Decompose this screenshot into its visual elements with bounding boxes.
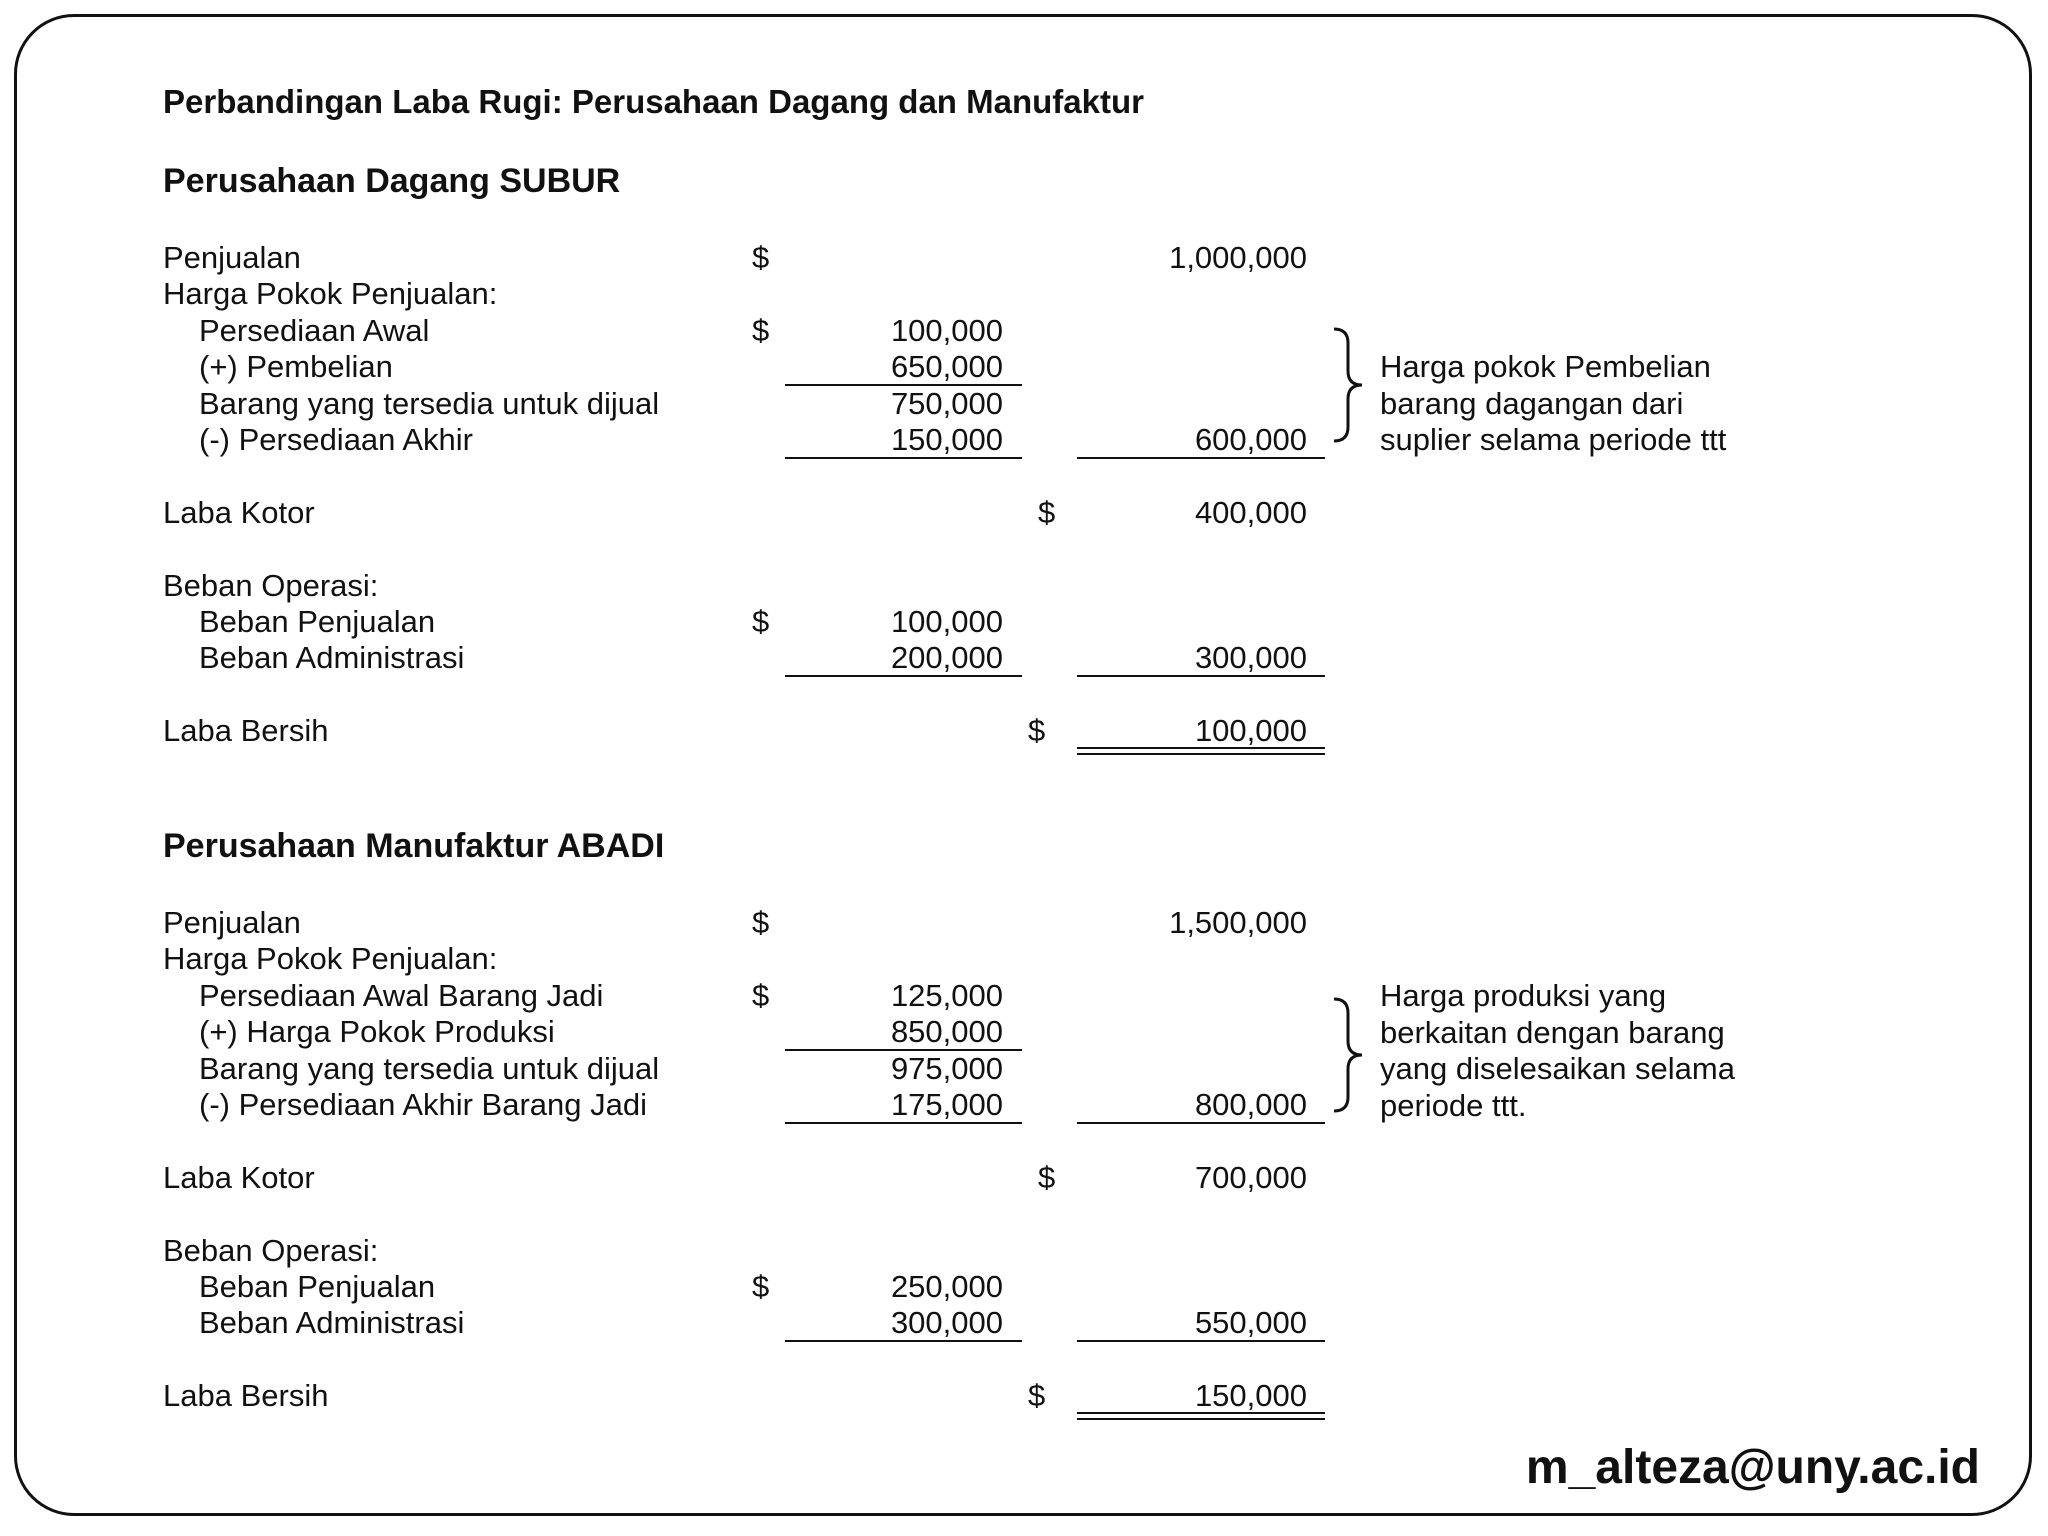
manufaktur-beban-line-1 [785, 1340, 1022, 1342]
dagang-laba-bersih-value: 100,000 [1194, 713, 1307, 748]
dagang-beban-operasi-label: Beban Operasi: [163, 568, 379, 603]
dagang-persediaan-awal-currency: $ [752, 313, 770, 348]
dagang-beban-penjualan-value: 100,000 [890, 604, 1003, 639]
dagang-beban-penjualan-label: Beban Penjualan [199, 604, 436, 639]
dagang-heading: Perusahaan Dagang SUBUR [163, 162, 621, 200]
manufaktur-beban-penjualan-label: Beban Penjualan [199, 1269, 436, 1304]
dagang-tersedia-label: Barang yang tersedia untuk dijual [199, 386, 660, 421]
manufaktur-beban-penjualan-value: 250,000 [890, 1269, 1003, 1304]
manufaktur-tersedia-label: Barang yang tersedia untuk dijual [199, 1051, 660, 1086]
manufaktur-hpp-line-2 [1077, 1122, 1325, 1124]
manufaktur-produksi-value: 850,000 [890, 1014, 1003, 1049]
dagang-beban-line-2 [1077, 675, 1325, 677]
manufaktur-penjualan-value: 1,500,000 [1169, 905, 1307, 940]
dagang-laba-bersih-label: Laba Bersih [163, 713, 329, 748]
dagang-beban-total: 300,000 [1194, 640, 1307, 675]
manufaktur-brace-icon [1330, 995, 1370, 1115]
dagang-pembelian-value: 650,000 [890, 349, 1003, 384]
dagang-hpp-label: Harga Pokok Penjualan: [163, 276, 498, 311]
dagang-beban-admin-value: 200,000 [890, 640, 1003, 675]
dagang-beban-line-1 [785, 675, 1022, 677]
manufaktur-laba-bersih-currency: $ [1028, 1378, 1046, 1413]
dagang-beban-admin-label: Beban Administrasi [199, 640, 465, 675]
manufaktur-persediaan-akhir-value: 175,000 [890, 1087, 1003, 1122]
manufaktur-note-line: yang diselesaikan selama [1380, 1051, 1735, 1086]
manufaktur-beban-admin-label: Beban Administrasi [199, 1305, 465, 1340]
manufaktur-persediaan-awal-currency: $ [752, 978, 770, 1013]
manufaktur-persediaan-awal-label: Persediaan Awal Barang Jadi [199, 978, 604, 1013]
dagang-laba-kotor-value: 400,000 [1194, 495, 1307, 530]
dagang-persediaan-akhir-value: 150,000 [890, 422, 1003, 457]
dagang-note-line: barang dagangan dari [1380, 385, 1684, 421]
manufaktur-produksi-label: (+) Harga Pokok Produksi [199, 1014, 555, 1049]
manufaktur-laba-kotor-currency: $ [1038, 1160, 1056, 1195]
dagang-hpp-line-1 [785, 457, 1022, 459]
dagang-brace-icon [1330, 325, 1370, 445]
manufaktur-laba-bersih-value: 150,000 [1194, 1378, 1307, 1413]
dagang-penjualan-label: Penjualan [163, 240, 301, 275]
dagang-note-line: suplier selama periode ttt [1380, 422, 1727, 457]
manufaktur-beban-operasi-label: Beban Operasi: [163, 1233, 379, 1268]
manufaktur-laba-kotor-value: 700,000 [1194, 1160, 1307, 1195]
manufaktur-penjualan-currency: $ [752, 905, 770, 940]
dagang-laba-kotor-label: Laba Kotor [163, 495, 315, 530]
manufaktur-beban-penjualan-currency: $ [752, 1269, 770, 1304]
dagang-hpp-line-2 [1077, 457, 1325, 459]
manufaktur-beban-admin-value: 300,000 [890, 1305, 1003, 1340]
manufaktur-beban-line-2 [1077, 1340, 1325, 1342]
manufaktur-note [1380, 978, 1735, 1124]
dagang-tersedia-value: 750,000 [890, 386, 1003, 421]
manufaktur-note-line: Harga produksi yang [1380, 978, 1667, 1013]
manufaktur-hpp-total: 800,000 [1194, 1087, 1307, 1122]
manufaktur-hpp-label: Harga Pokok Penjualan: [163, 941, 498, 976]
manufaktur-laba-kotor-label: Laba Kotor [163, 1160, 315, 1195]
page-title: Perbandingan Laba Rugi: Perusahaan Dagang dan Manufaktur [163, 83, 1144, 120]
dagang-persediaan-awal-value: 100,000 [890, 313, 1003, 348]
manufaktur-persediaan-akhir-label: (-) Persediaan Akhir Barang Jadi [199, 1087, 648, 1122]
dagang-laba-bersih-currency: $ [1028, 713, 1046, 748]
manufaktur-laba-bersih-double-line [1077, 1412, 1325, 1420]
dagang-note [1380, 349, 1726, 459]
manufaktur-tersedia-value: 975,000 [890, 1051, 1003, 1086]
dagang-beban-penjualan-currency: $ [752, 604, 770, 639]
dagang-hpp-total: 600,000 [1194, 422, 1307, 457]
manufaktur-persediaan-awal-value: 125,000 [890, 978, 1003, 1013]
dagang-penjualan-currency: $ [752, 240, 770, 275]
dagang-persediaan-akhir-label: (-) Persediaan Akhir [199, 422, 473, 457]
dagang-pembelian-label: (+) Pembelian [199, 349, 393, 384]
dagang-persediaan-awal-label: Persediaan Awal [199, 313, 430, 348]
dagang-laba-kotor-currency: $ [1038, 495, 1056, 530]
dagang-penjualan-value: 1,000,000 [1169, 240, 1307, 275]
manufaktur-note-line: periode ttt. [1380, 1087, 1527, 1123]
manufaktur-beban-total: 550,000 [1194, 1305, 1307, 1340]
manufaktur-note-line: berkaitan dengan barang [1380, 1014, 1725, 1050]
manufaktur-heading: Perusahaan Manufaktur ABADI [163, 827, 665, 865]
manufaktur-hpp-line-1 [785, 1122, 1022, 1124]
author-email: m_alteza@uny.ac.id [1525, 1441, 1980, 1494]
dagang-laba-bersih-double-line [1077, 747, 1325, 755]
manufaktur-laba-bersih-label: Laba Bersih [163, 1378, 329, 1413]
manufaktur-penjualan-label: Penjualan [163, 905, 301, 940]
dagang-note-line: Harga pokok Pembelian [1380, 349, 1711, 384]
